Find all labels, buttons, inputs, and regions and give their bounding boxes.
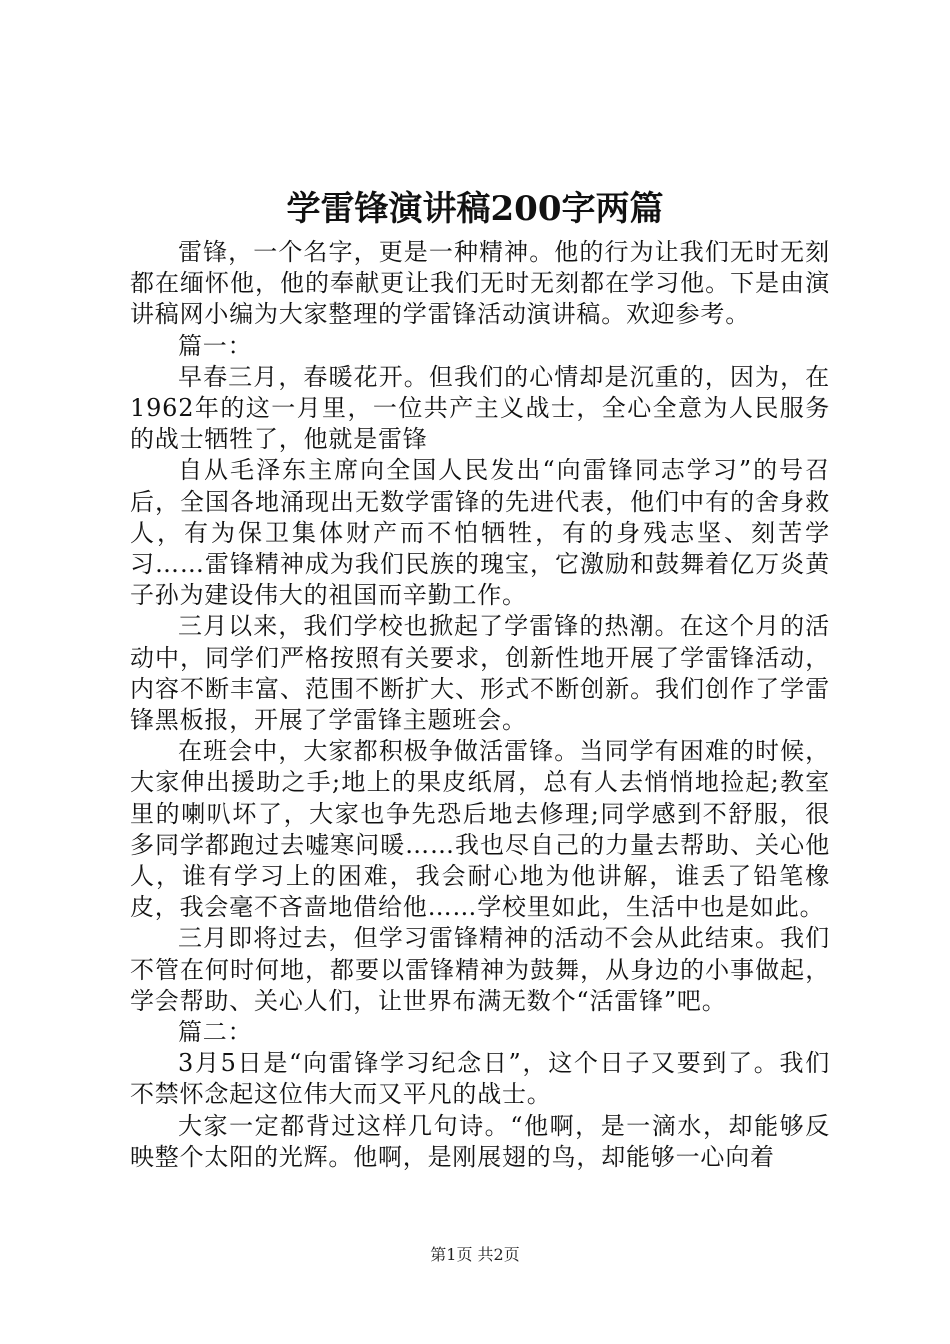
body-paragraph: 三月以来，我们学校也掀起了学雷锋的热潮。在这个月的活动中，同学们严格按照有关要求，创新性地开展了学雷锋活动，内容不断丰富、范围不断扩大、形式不断创新。我们创作了学雷锋黑板报，开展了学雷锋主题班会。 [130,612,830,735]
body-paragraph: 三月即将过去，但学习雷锋精神的活动不会从此结束。我们不管在何时何地，都要以雷锋精神为鼓舞，从身边的小事做起，学会帮助、关心人们，让世界布满无数个“活雷锋”吧。 [130,924,830,1015]
document-title: 学雷锋演讲稿200字两篇 [286,189,664,229]
section-heading-part-one: 篇一： [178,331,253,360]
body-paragraph: 早春三月，春暖花开。但我们的心情却是沉重的，因为，在1962年的这一月里，一位共产主义战士，全心全意为人民服务的战士牺牲了，他就是雷锋 [130,362,830,454]
body-paragraph: 3月5日是“向雷锋学习纪念日”，这个日子又要到了。我们不禁怀念起这位伟大而又平凡的战士。 [130,1049,830,1109]
document-body [130,237,830,1173]
page-number-footer: 第1页 共2页 [430,1245,520,1264]
body-paragraph: 在班会中，大家都积极争做活雷锋。当同学有困难的时候，大家伸出援助之手;地上的果皮纸屑，总有人去悄悄地捡起;教室里的喇叭坏了，大家也争先恐后地去修理;同学感到不舒服，很多同学都跑过去嘘寒问暖……我也尽自己的力量去帮助、关心他人，谁有学习上的困难，我会耐心地为他讲解，谁丢了铅笔橡皮，我会毫不吝啬地借给他……学校里如此，生活中也是如此。 [130,737,830,922]
body-paragraph: 自从毛泽东主席向全国人民发出“向雷锋同志学习”的号召后，全国各地涌现出无数学雷锋的先进代表，他们中有的舍身救人，有为保卫集体财产而不怕牺牲，有的身残志坚、刻苦学习……雷锋精神成为我们民族的瑰宝，它激励和鼓舞着亿万炎黄子孙为建设伟大的祖国而辛勤工作。 [130,456,830,610]
section-heading-part-two: 篇二： [178,1018,253,1047]
intro-paragraph: 雷锋，一个名字，更是一种精神。他的行为让我们无时无刻都在缅怀他，他的奉献更让我们无时无刻都在学习他。下是由演讲稿网小编为大家整理的学雷锋活动演讲稿。欢迎参考。 [130,238,830,329]
body-paragraph: 大家一定都背过这样几句诗。“他啊，是一滴水，却能够反映整个太阳的光辉。他啊，是刚展翅的鸟，却能够一心向着 [130,1111,830,1171]
